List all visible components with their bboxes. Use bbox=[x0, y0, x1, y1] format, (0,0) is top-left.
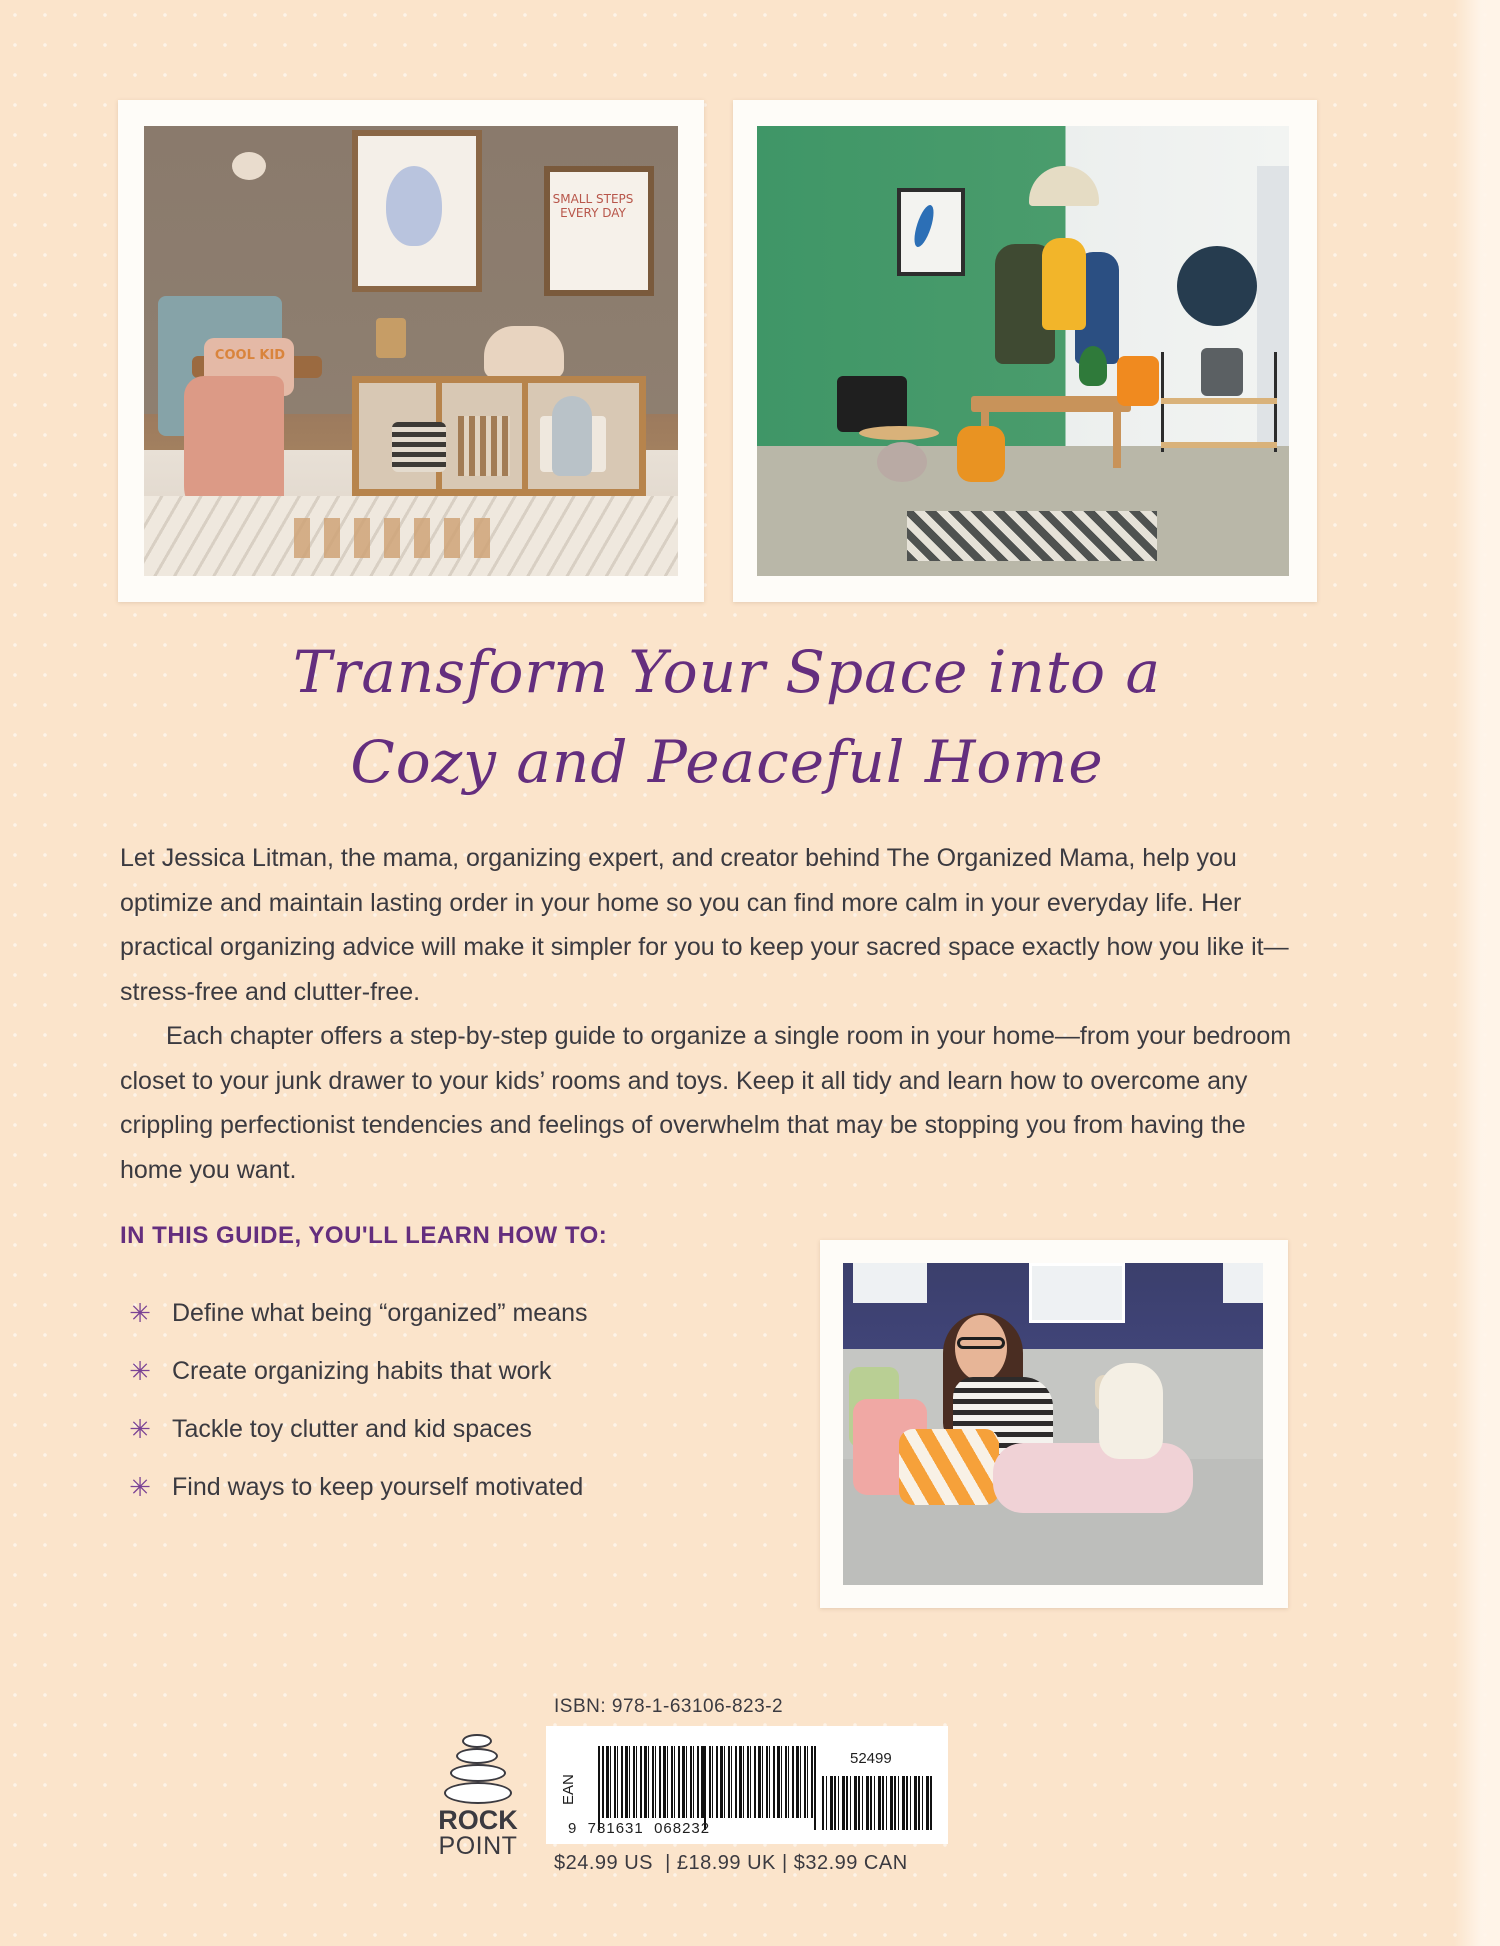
sign-print bbox=[544, 166, 654, 296]
wall-print bbox=[853, 1263, 927, 1303]
author-photo-frame bbox=[820, 1240, 1288, 1608]
bench-leg bbox=[1113, 412, 1121, 468]
glasses bbox=[957, 1337, 1005, 1349]
basket bbox=[392, 422, 446, 472]
stool bbox=[859, 426, 939, 440]
lamp bbox=[376, 318, 406, 358]
asterisk-star-icon: ✳ bbox=[129, 1357, 151, 1387]
round-mirror bbox=[1177, 246, 1257, 326]
sign-text: SMALL STEPS EVERY DAY bbox=[552, 192, 634, 220]
nursery-photo-frame bbox=[118, 100, 704, 602]
doll bbox=[552, 396, 592, 476]
rack-shelf bbox=[1161, 398, 1277, 404]
list-item-label: Tackle toy clutter and kid spaces bbox=[172, 1415, 532, 1443]
pouf bbox=[877, 442, 927, 482]
list-item bbox=[120, 1296, 720, 1354]
stone-icon bbox=[462, 1734, 492, 1748]
barcode-guard bbox=[814, 1746, 816, 1830]
tote-bag bbox=[1117, 356, 1159, 406]
yellow-coat bbox=[1042, 238, 1086, 330]
bench bbox=[971, 396, 1131, 412]
pants bbox=[993, 1443, 1193, 1513]
barcode-bars bbox=[602, 1746, 814, 1818]
pillow-text: COOL KID bbox=[214, 348, 286, 363]
price: $24.99 US | £18.99 UK | $32.99 CAN bbox=[554, 1852, 908, 1874]
pear-illustration bbox=[386, 166, 442, 246]
ean-label: EAN bbox=[560, 1774, 577, 1806]
description-paragraph-2: Each chapter offers a step-by-step guide to organize a single room in your home—from your bedroom closet to your junk drawer to your kids’ rooms and toys. Keep it all tidy and learn how to overcome any crippling perfectionist tendencies and feelings of overwhelm that may be stopping you from having the home you want. bbox=[120, 1022, 1292, 1184]
guide-title: IN THIS GUIDE, YOU'LL LEARN HOW TO: bbox=[120, 1222, 608, 1249]
page-edge bbox=[1454, 0, 1500, 1946]
shelf-divider bbox=[522, 376, 528, 496]
asterisk-star-icon: ✳ bbox=[129, 1415, 151, 1445]
asterisk-star-icon: ✳ bbox=[129, 1299, 151, 1329]
list-item-label: Define what being “organized” means bbox=[172, 1299, 588, 1327]
description-paragraph-1: Let Jessica Litman, the mama, organizing expert, and creator behind The Organized Mama, help you optimize and maintain lasting order in your home so you can find more calm in your everyday life. Her practical organizing advice will make it simpler for you to keep your sacred space exactly how you like it—stress-free and clutter-free. bbox=[120, 844, 1289, 1006]
wall-print bbox=[1029, 1263, 1125, 1323]
pendant-lamp bbox=[1029, 166, 1099, 206]
list-item-label: Find ways to keep yourself motivated bbox=[172, 1473, 584, 1501]
barcode-digits: 9 781631 068232 bbox=[568, 1820, 711, 1837]
chair bbox=[837, 376, 907, 432]
heading-line-1: Transform Your Space into a bbox=[292, 638, 1162, 706]
pillow bbox=[899, 1429, 999, 1505]
stone-icon bbox=[444, 1782, 512, 1804]
barcode bbox=[546, 1726, 948, 1844]
list-item bbox=[120, 1354, 720, 1412]
barcode-addon-bars bbox=[822, 1776, 934, 1830]
dog bbox=[1099, 1363, 1163, 1459]
backpack bbox=[957, 426, 1005, 482]
list-item bbox=[120, 1470, 720, 1528]
wooden-blocks bbox=[294, 518, 494, 558]
plush-toys bbox=[484, 326, 564, 378]
wall-print bbox=[1223, 1263, 1263, 1303]
publisher-name-line-1: ROCK bbox=[438, 1805, 518, 1835]
publisher-name-line-2: POINT bbox=[438, 1832, 518, 1860]
stone-icon bbox=[450, 1764, 506, 1782]
bunny-decor bbox=[232, 152, 266, 180]
entryway-photo-frame bbox=[733, 100, 1317, 602]
barcode-addon-digits: 52499 bbox=[850, 1750, 892, 1767]
list-item bbox=[120, 1412, 720, 1470]
rack-shelf bbox=[1161, 442, 1277, 448]
feather-print bbox=[897, 188, 965, 276]
publisher-logo bbox=[428, 1732, 528, 1862]
rug bbox=[907, 511, 1157, 561]
books bbox=[458, 416, 510, 476]
list-item-label: Create organizing habits that work bbox=[172, 1357, 552, 1385]
author-photo bbox=[843, 1263, 1263, 1585]
isbn: ISBN: 978-1-63106-823-2 bbox=[554, 1696, 784, 1717]
heading-line-2: Cozy and Peaceful Home bbox=[350, 728, 1104, 796]
barcode-guard bbox=[598, 1746, 600, 1830]
nursery-photo bbox=[144, 126, 678, 576]
asterisk-star-icon: ✳ bbox=[129, 1473, 151, 1503]
guide-list bbox=[120, 1296, 720, 1528]
barcode-guard bbox=[704, 1746, 706, 1830]
boots bbox=[1201, 348, 1243, 396]
entryway-photo bbox=[757, 126, 1289, 576]
plant bbox=[1079, 346, 1107, 386]
stone-icon bbox=[456, 1748, 498, 1764]
